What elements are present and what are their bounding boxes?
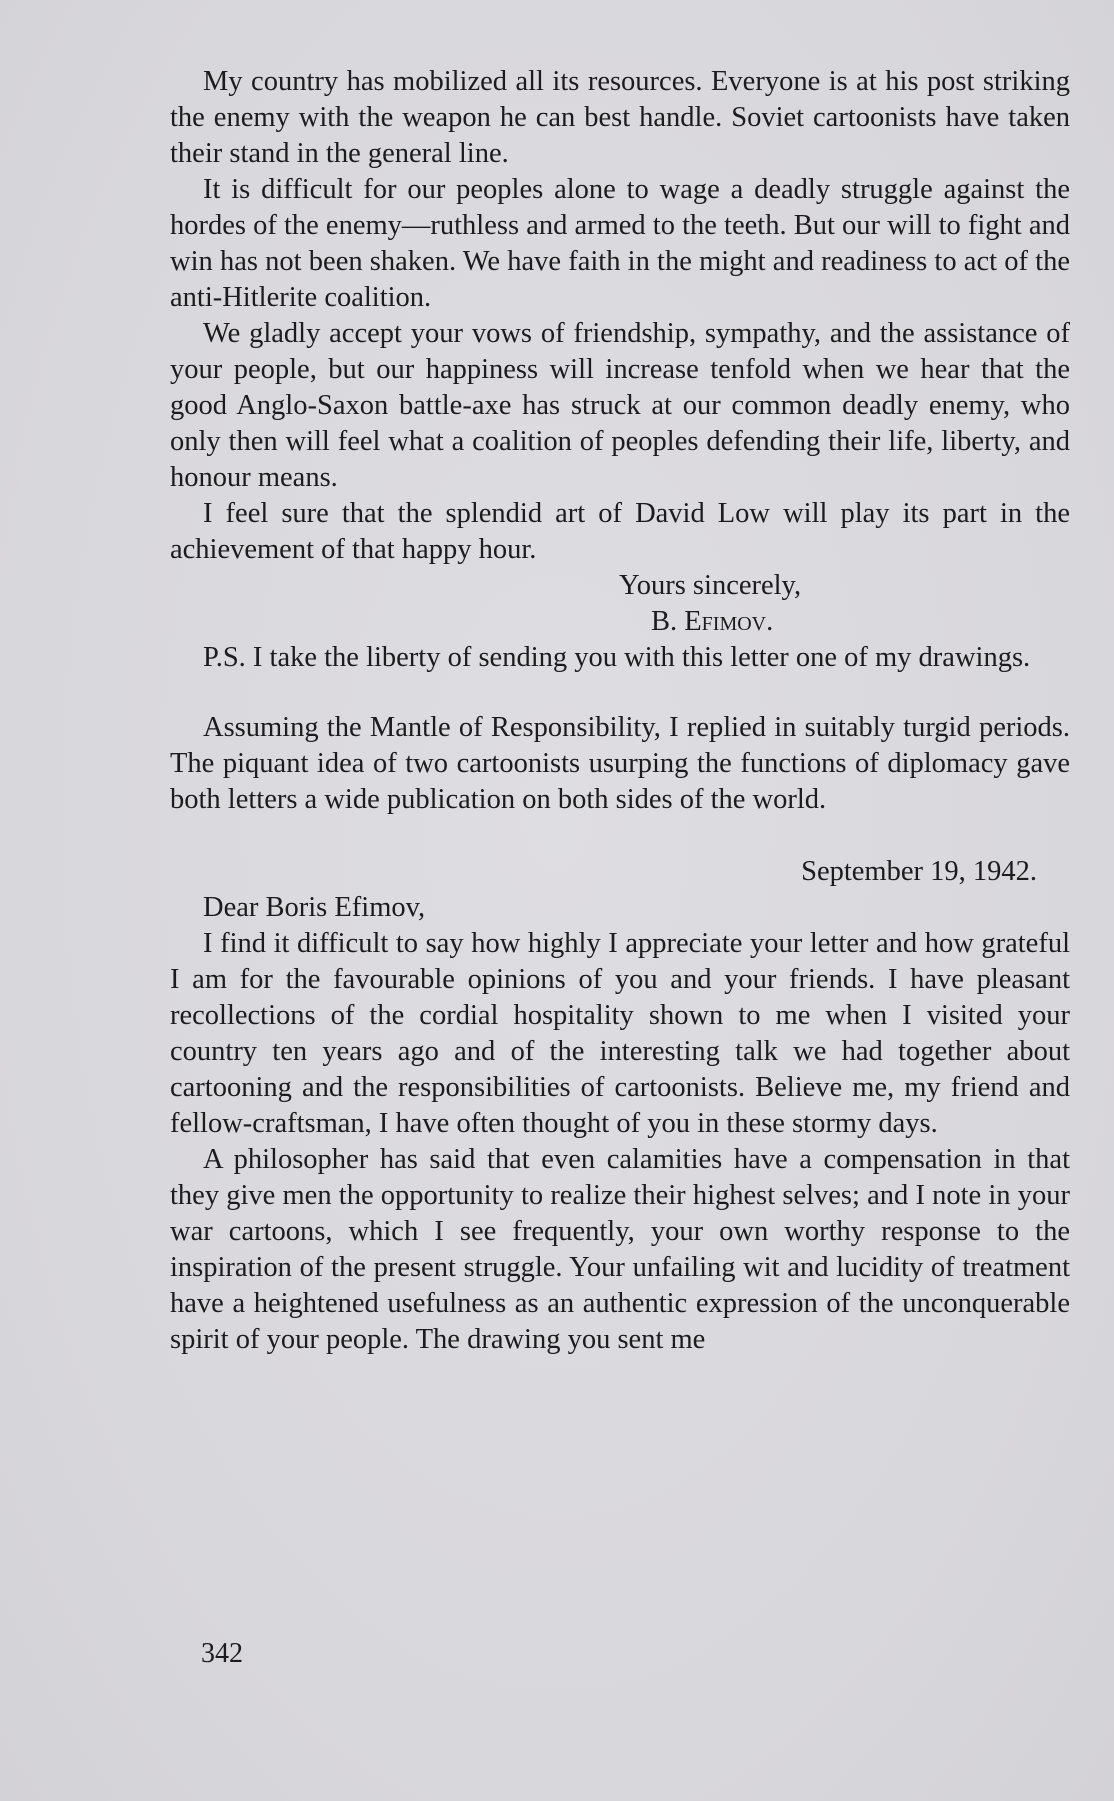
narrative-paragraph: Assuming the Mantle of Responsibility, I replied in suitably turgid periods. The piquant idea of two cartoonists usurping the functions of diplomacy gave both letters a wide publication on both sides of the world. [170,712,1070,815]
reply-paragraph: A philosopher has said that even calamities have a compensation in that they give men the opportunity to realize their highest selves; and I note in your war cartoons, which I see frequently, your own worthy response to the inspiration of the present struggle. Your unfailing wit and lucidity of treatment have a heightened usefulness as an authentic expression of the unconquerable spirit of your people. The drawing you sent me [170,1144,1070,1355]
reply-salutation: Dear Boris Efimov, [203,892,426,923]
letter-signature: B. Efimov. [651,606,774,637]
narrative-section [170,710,1070,818]
reply-date: September 19, 1942. [801,856,1037,887]
letter-paragraph: I feel sure that the splendid art of David Low will play its part in the achievement of that happy hour. [170,498,1070,565]
reply-paragraph: I find it difficult to say how highly I appreciate your letter and how grateful I am for the favourable opinions of you and your friends. I have pleasant recollections of the cordial hospitality shown to me when I visited your country ten years ago and of the interesting talk we had together about cartooning and the responsibilities of cartoonists. Believe me, my friend and fellow-craftsman, I have often thought of you in these stormy days. [170,928,1070,1139]
low-reply-letter [170,926,1070,1358]
letter-paragraph: We gladly accept your vows of friendship, sympathy, and the assistance of your people, but our happiness will increase tenfold when we hear that the good Anglo-Saxon battle-axe has struck at our common deadly enemy, who only then will feel what a coalition of peoples defending their life, liberty, and honour means. [170,318,1070,493]
letter-paragraph: My country has mobilized all its resources. Everyone is at his post striking the enemy with the weapon he can best handle. Soviet cartoonists have taken their stand in the general line. [170,66,1070,169]
letter-signoff: Yours sincerely, [619,570,802,601]
postscript: P.S. I take the liberty of sending you with this letter one of my drawings. [203,642,1031,673]
page-number: 342 [201,1638,243,1669]
efimov-letter [170,64,1070,676]
book-page-text [170,64,1070,1358]
letter-paragraph: It is difficult for our peoples alone to wage a deadly struggle against the hordes of the enemy—ruthless and armed to the teeth. But our will to fight and win has not been shaken. We have faith in the might and readiness to act of the anti-Hitlerite coalition. [170,174,1070,313]
